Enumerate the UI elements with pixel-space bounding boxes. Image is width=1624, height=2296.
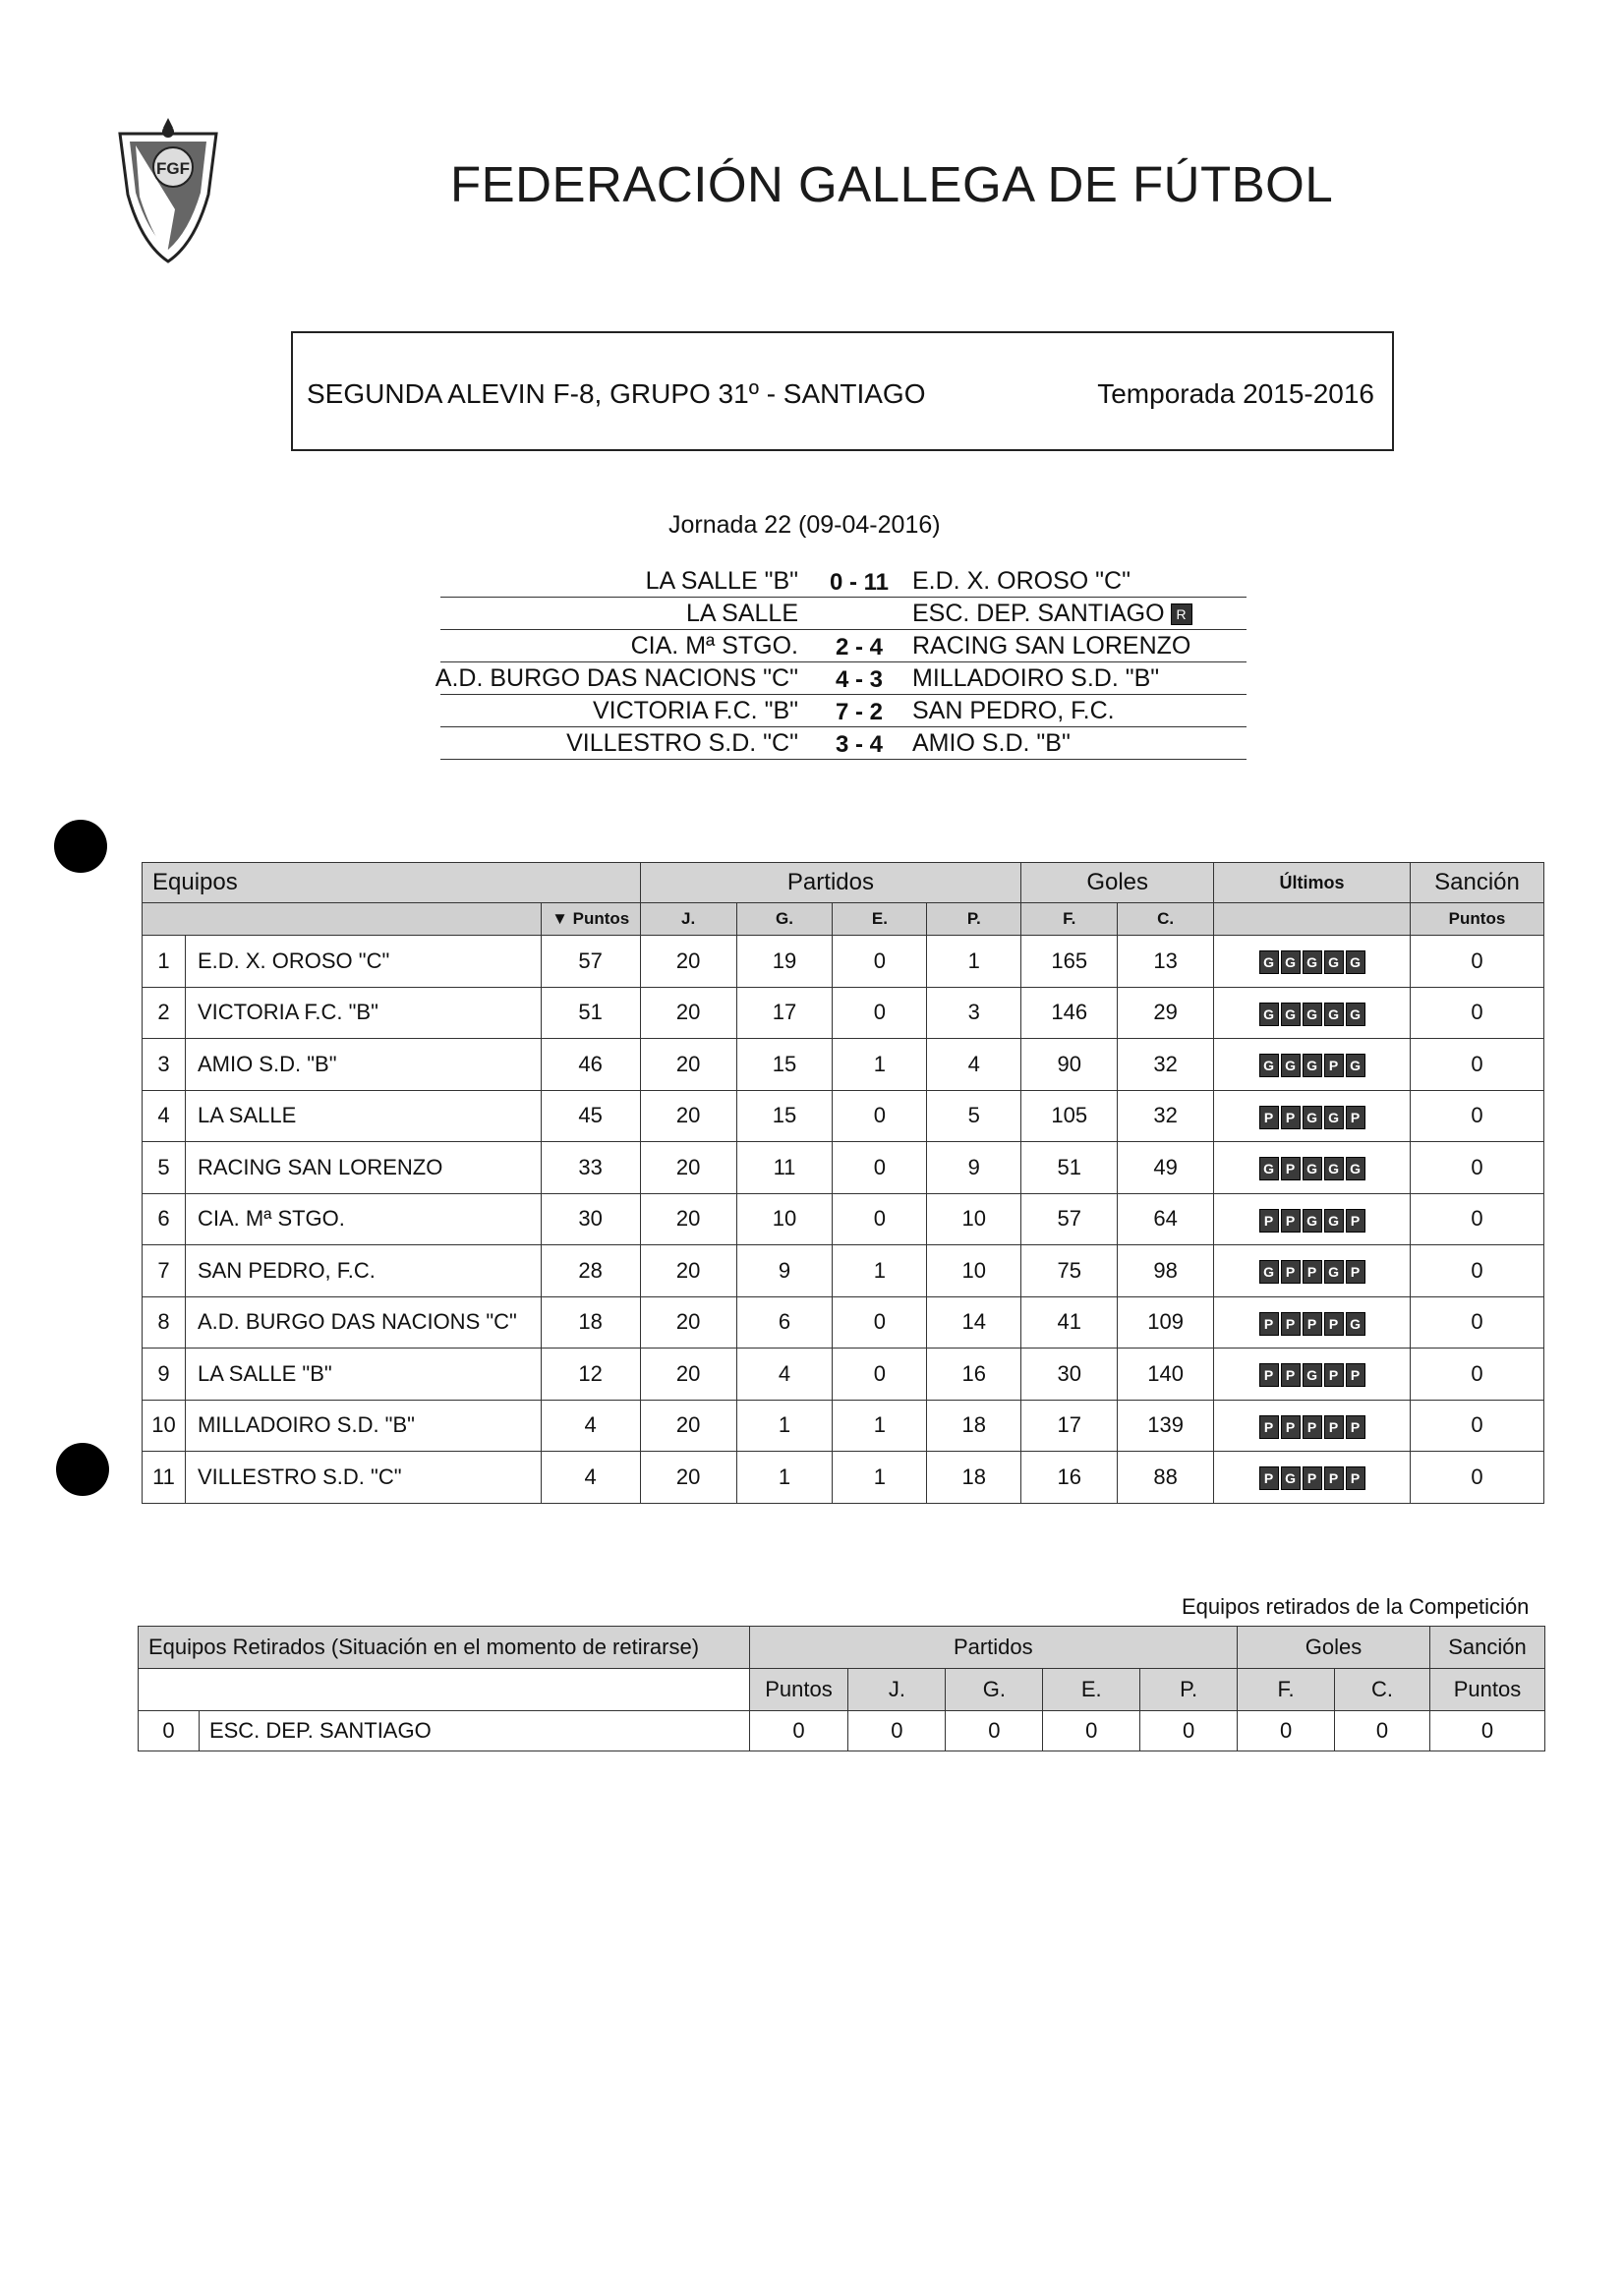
retired-header-f: F.	[1238, 1669, 1335, 1711]
standings-table	[142, 862, 1544, 1504]
header-g: G.	[736, 903, 833, 936]
result-badge-icon: P	[1324, 1312, 1344, 1336]
standing-drawn: 1	[833, 1039, 927, 1091]
standing-points: 45	[541, 1090, 640, 1142]
standing-sanction: 0	[1410, 1039, 1543, 1091]
jornada-label: Jornada 22 (09-04-2016)	[668, 511, 941, 539]
standing-points: 18	[541, 1296, 640, 1349]
standing-row	[143, 987, 1544, 1039]
standing-team: LA SALLE	[185, 1090, 541, 1142]
standing-goals-against: 32	[1118, 1090, 1214, 1142]
standing-sanction: 0	[1410, 1452, 1543, 1504]
standing-won: 6	[736, 1296, 833, 1349]
standing-team: VICTORIA F.C. "B"	[185, 987, 541, 1039]
competition-header	[291, 331, 1394, 451]
standing-last-results	[1214, 1400, 1411, 1452]
retired-pos: 0	[139, 1711, 200, 1751]
standing-won: 4	[736, 1349, 833, 1401]
standing-goals-for: 41	[1021, 1296, 1118, 1349]
result-badge-icon: G	[1281, 950, 1301, 974]
standing-won: 10	[736, 1193, 833, 1245]
standing-goals-against: 13	[1118, 936, 1214, 988]
standing-points: 51	[541, 987, 640, 1039]
header-puntos: Puntos	[572, 909, 630, 928]
fixture-row	[440, 598, 1247, 630]
standing-lost: 1	[927, 936, 1021, 988]
result-badge-icon: P	[1259, 1312, 1279, 1336]
season-label: Temporada 2015-2016	[1097, 378, 1374, 409]
fixture-home: VICTORIA F.C. "B"	[593, 697, 798, 724]
retired-g: 0	[946, 1711, 1043, 1751]
fixture-home: A.D. BURGO DAS NACIONS "C"	[435, 664, 798, 692]
header-f: F.	[1021, 903, 1118, 936]
retired-header-p: P.	[1140, 1669, 1238, 1711]
standing-lost: 3	[927, 987, 1021, 1039]
standing-last-results	[1214, 1090, 1411, 1142]
standing-team: MILLADOIRO S.D. "B"	[185, 1400, 541, 1452]
fixture-row	[435, 662, 1247, 695]
standing-team: A.D. BURGO DAS NACIONS "C"	[185, 1296, 541, 1349]
fixture-row	[440, 565, 1247, 598]
header-j: J.	[640, 903, 736, 936]
standing-pos: 5	[143, 1142, 186, 1194]
result-badge-icon: P	[1281, 1106, 1301, 1129]
header-c: C.	[1118, 903, 1214, 936]
fixtures-list	[435, 565, 1247, 760]
standing-goals-for: 51	[1021, 1142, 1118, 1194]
result-badge-icon: G	[1324, 1106, 1344, 1129]
result-badge-icon: G	[1303, 1157, 1322, 1180]
standing-goals-for: 17	[1021, 1400, 1118, 1452]
fixture-away: RACING SAN LORENZO	[912, 632, 1191, 660]
punch-hole	[54, 820, 107, 873]
header-sancion: Sanción	[1410, 863, 1543, 903]
standing-pos: 4	[143, 1090, 186, 1142]
header-ultimos: Últimos	[1214, 863, 1411, 903]
retired-subheader-row	[139, 1669, 1545, 1711]
standing-pos: 11	[143, 1452, 186, 1504]
result-badge-icon: P	[1303, 1312, 1322, 1336]
standing-goals-for: 105	[1021, 1090, 1118, 1142]
result-badge-icon: G	[1324, 1260, 1344, 1284]
standing-goals-for: 165	[1021, 936, 1118, 988]
fixture-row	[440, 727, 1247, 760]
standing-played: 20	[640, 1039, 736, 1091]
retired-c: 0	[1335, 1711, 1430, 1751]
standing-team: CIA. Mª STGO.	[185, 1193, 541, 1245]
result-badge-icon: P	[1259, 1415, 1279, 1439]
standing-won: 19	[736, 936, 833, 988]
retired-header-puntos: Puntos	[749, 1669, 848, 1711]
fixture-home: CIA. Mª STGO.	[630, 632, 798, 660]
standing-won: 1	[736, 1452, 833, 1504]
result-badge-icon: P	[1346, 1260, 1365, 1284]
header-sancion-puntos: Puntos	[1410, 903, 1543, 936]
standing-pos: 1	[143, 936, 186, 988]
standing-played: 20	[640, 987, 736, 1039]
fixture-home: LA SALLE	[686, 600, 798, 627]
standing-points: 30	[541, 1193, 640, 1245]
standing-last-results	[1214, 987, 1411, 1039]
retired-header-g: G.	[946, 1669, 1043, 1711]
standing-goals-against: 109	[1118, 1296, 1214, 1349]
result-badge-icon: P	[1259, 1466, 1279, 1490]
result-badge-icon: P	[1346, 1106, 1365, 1129]
standing-played: 20	[640, 1296, 736, 1349]
standing-goals-against: 29	[1118, 987, 1214, 1039]
result-badge-icon: G	[1259, 1003, 1279, 1026]
standing-team: VILLESTRO S.D. "C"	[185, 1452, 541, 1504]
standing-lost: 4	[927, 1039, 1021, 1091]
retired-e: 0	[1043, 1711, 1140, 1751]
standing-sanction: 0	[1410, 1090, 1543, 1142]
result-badge-icon: G	[1303, 1106, 1322, 1129]
header-partidos: Partidos	[640, 863, 1021, 903]
standing-played: 20	[640, 1142, 736, 1194]
result-badge-icon: G	[1346, 1157, 1365, 1180]
standings-header-row	[143, 863, 1544, 903]
standing-lost: 14	[927, 1296, 1021, 1349]
retired-header-row	[139, 1627, 1545, 1669]
standing-points: 4	[541, 1400, 640, 1452]
standing-sanction: 0	[1410, 936, 1543, 988]
standing-row	[143, 1400, 1544, 1452]
standing-drawn: 0	[833, 936, 927, 988]
result-badge-icon: P	[1324, 1363, 1344, 1387]
retired-header-title: Equipos Retirados (Situación en el momento de retirarse)	[139, 1627, 750, 1669]
standing-played: 20	[640, 936, 736, 988]
standing-drawn: 0	[833, 987, 927, 1039]
standing-row	[143, 936, 1544, 988]
result-badge-icon: P	[1281, 1157, 1301, 1180]
standing-pos: 6	[143, 1193, 186, 1245]
standing-goals-for: 57	[1021, 1193, 1118, 1245]
header-e: E.	[833, 903, 927, 936]
standing-sanction: 0	[1410, 1400, 1543, 1452]
standing-lost: 16	[927, 1349, 1021, 1401]
result-badge-icon: G	[1259, 1157, 1279, 1180]
standing-points: 12	[541, 1349, 640, 1401]
federation-logo	[116, 116, 220, 263]
fixture-score: 2 - 4	[835, 634, 884, 660]
standing-goals-against: 98	[1118, 1245, 1214, 1297]
standing-lost: 10	[927, 1245, 1021, 1297]
result-badge-icon: P	[1281, 1260, 1301, 1284]
standing-team: E.D. X. OROSO "C"	[185, 936, 541, 988]
punch-hole	[56, 1443, 109, 1496]
result-badge-icon: G	[1324, 1209, 1344, 1233]
standing-team: SAN PEDRO, F.C.	[185, 1245, 541, 1297]
fixture-away: MILLADOIRO S.D. "B"	[912, 664, 1160, 692]
result-badge-icon: P	[1346, 1209, 1365, 1233]
standing-team: AMIO S.D. "B"	[185, 1039, 541, 1091]
standing-points: 33	[541, 1142, 640, 1194]
result-badge-icon: G	[1303, 1363, 1322, 1387]
result-badge-icon: P	[1259, 1363, 1279, 1387]
result-badge-icon: P	[1281, 1312, 1301, 1336]
result-badge-icon: G	[1281, 1054, 1301, 1077]
retired-header-partidos: Partidos	[749, 1627, 1238, 1669]
fixture-score: 7 - 2	[835, 699, 884, 725]
standing-last-results	[1214, 1296, 1411, 1349]
standing-played: 20	[640, 1349, 736, 1401]
standing-row	[143, 1090, 1544, 1142]
header-goles: Goles	[1021, 863, 1214, 903]
result-badge-icon: G	[1259, 1260, 1279, 1284]
result-badge-icon: G	[1303, 1054, 1322, 1077]
result-badge-icon: P	[1346, 1415, 1365, 1439]
result-badge-icon: G	[1303, 950, 1322, 974]
retired-p: 0	[1140, 1711, 1238, 1751]
standing-won: 9	[736, 1245, 833, 1297]
retired-header-goles: Goles	[1238, 1627, 1430, 1669]
header-p: P.	[927, 903, 1021, 936]
standing-pos: 7	[143, 1245, 186, 1297]
fixture-row	[440, 695, 1247, 727]
standing-sanction: 0	[1410, 1142, 1543, 1194]
standing-lost: 18	[927, 1400, 1021, 1452]
standing-goals-against: 88	[1118, 1452, 1214, 1504]
retired-team: ESC. DEP. SANTIAGO	[199, 1711, 749, 1751]
standing-row	[143, 1296, 1544, 1349]
header-puntos-sort[interactable]	[541, 903, 640, 936]
standing-goals-for: 75	[1021, 1245, 1118, 1297]
result-badge-icon: G	[1281, 1003, 1301, 1026]
result-badge-icon: G	[1324, 1003, 1344, 1026]
standing-row	[143, 1349, 1544, 1401]
fixture-away	[912, 600, 1192, 628]
retired-header-e: E.	[1043, 1669, 1140, 1711]
retired-pts: 0	[749, 1711, 848, 1751]
fixture-home: VILLESTRO S.D. "C"	[566, 729, 798, 757]
standing-drawn: 0	[833, 1142, 927, 1194]
result-badge-icon: P	[1324, 1415, 1344, 1439]
rest-badge-icon: R	[1171, 603, 1192, 625]
standing-last-results	[1214, 1245, 1411, 1297]
standing-last-results	[1214, 1142, 1411, 1194]
result-badge-icon: P	[1324, 1466, 1344, 1490]
standing-drawn: 0	[833, 1296, 927, 1349]
result-badge-icon: P	[1346, 1466, 1365, 1490]
standing-pos: 8	[143, 1296, 186, 1349]
standing-won: 15	[736, 1039, 833, 1091]
standing-drawn: 1	[833, 1452, 927, 1504]
standings-subheader-row	[143, 903, 1544, 936]
standing-won: 1	[736, 1400, 833, 1452]
sort-desc-icon: ▼	[551, 909, 568, 928]
standing-points: 46	[541, 1039, 640, 1091]
result-badge-icon: P	[1281, 1363, 1301, 1387]
retired-j: 0	[848, 1711, 946, 1751]
result-badge-icon: G	[1324, 950, 1344, 974]
result-badge-icon: G	[1303, 1003, 1322, 1026]
result-badge-icon: P	[1324, 1054, 1344, 1077]
retired-header-c: C.	[1335, 1669, 1430, 1711]
fixture-row	[440, 630, 1247, 662]
standing-points: 57	[541, 936, 640, 988]
fixture-away: E.D. X. OROSO "C"	[912, 567, 1131, 595]
standing-sanction: 0	[1410, 1193, 1543, 1245]
fixture-home: LA SALLE "B"	[645, 567, 798, 595]
result-badge-icon: G	[1324, 1157, 1344, 1180]
standing-pos: 9	[143, 1349, 186, 1401]
result-badge-icon: G	[1346, 1003, 1365, 1026]
competition-name: SEGUNDA ALEVIN F-8, GRUPO 31º - SANTIAGO	[307, 378, 926, 409]
standing-drawn: 1	[833, 1400, 927, 1452]
standing-lost: 9	[927, 1142, 1021, 1194]
result-badge-icon: P	[1259, 1209, 1279, 1233]
standing-won: 11	[736, 1142, 833, 1194]
standing-goals-for: 16	[1021, 1452, 1118, 1504]
standing-row	[143, 1193, 1544, 1245]
standing-played: 20	[640, 1400, 736, 1452]
standing-sanction: 0	[1410, 1349, 1543, 1401]
standing-drawn: 0	[833, 1090, 927, 1142]
standing-row	[143, 1142, 1544, 1194]
header-equipos: Equipos	[143, 863, 641, 903]
standing-pos: 3	[143, 1039, 186, 1091]
result-badge-icon: G	[1303, 1209, 1322, 1233]
standing-goals-for: 30	[1021, 1349, 1118, 1401]
standing-row	[143, 1039, 1544, 1091]
standing-drawn: 0	[833, 1193, 927, 1245]
standing-last-results	[1214, 1193, 1411, 1245]
fixture-score: 4 - 3	[835, 666, 884, 693]
fixture-score: 3 - 4	[835, 731, 884, 758]
result-badge-icon: G	[1281, 1466, 1301, 1490]
standing-sanction: 0	[1410, 1296, 1543, 1349]
standing-lost: 5	[927, 1090, 1021, 1142]
fixture-away-name: ESC. DEP. SANTIAGO	[912, 600, 1165, 627]
retired-f: 0	[1238, 1711, 1335, 1751]
standing-goals-against: 64	[1118, 1193, 1214, 1245]
result-badge-icon: G	[1259, 1054, 1279, 1077]
standing-last-results	[1214, 1452, 1411, 1504]
result-badge-icon: P	[1259, 1106, 1279, 1129]
retired-caption: Equipos retirados de la Competición	[1182, 1594, 1530, 1619]
result-badge-icon: P	[1303, 1415, 1322, 1439]
standing-goals-against: 139	[1118, 1400, 1214, 1452]
result-badge-icon: G	[1346, 1054, 1365, 1077]
result-badge-icon: P	[1281, 1415, 1301, 1439]
fixture-away: SAN PEDRO, F.C.	[912, 697, 1115, 724]
retired-sancion: 0	[1429, 1711, 1544, 1751]
standing-played: 20	[640, 1193, 736, 1245]
standing-last-results	[1214, 1349, 1411, 1401]
result-badge-icon: G	[1346, 1312, 1365, 1336]
standing-lost: 18	[927, 1452, 1021, 1504]
federation-title: FEDERACIÓN GALLEGA DE FÚTBOL	[450, 156, 1334, 212]
result-badge-icon: P	[1346, 1363, 1365, 1387]
standing-drawn: 0	[833, 1349, 927, 1401]
standing-row	[143, 1245, 1544, 1297]
standing-goals-against: 140	[1118, 1349, 1214, 1401]
standing-won: 15	[736, 1090, 833, 1142]
retired-table	[138, 1626, 1545, 1751]
result-badge-icon: G	[1346, 950, 1365, 974]
retired-header-j: J.	[848, 1669, 946, 1711]
standing-goals-against: 32	[1118, 1039, 1214, 1091]
result-badge-icon: P	[1281, 1209, 1301, 1233]
standing-won: 17	[736, 987, 833, 1039]
retired-header-sancion: Sanción	[1429, 1627, 1544, 1669]
standing-pos: 2	[143, 987, 186, 1039]
standing-sanction: 0	[1410, 1245, 1543, 1297]
standing-last-results	[1214, 1039, 1411, 1091]
result-badge-icon: P	[1303, 1466, 1322, 1490]
result-badge-icon: G	[1259, 950, 1279, 974]
retired-row	[139, 1711, 1545, 1751]
standing-played: 20	[640, 1452, 736, 1504]
standing-team: LA SALLE "B"	[185, 1349, 541, 1401]
standing-last-results	[1214, 936, 1411, 988]
fixture-away: AMIO S.D. "B"	[912, 729, 1071, 757]
retired-header-sancion-puntos: Puntos	[1429, 1669, 1544, 1711]
standing-points: 4	[541, 1452, 640, 1504]
standing-points: 28	[541, 1245, 640, 1297]
standing-team: RACING SAN LORENZO	[185, 1142, 541, 1194]
standing-goals-for: 90	[1021, 1039, 1118, 1091]
standing-goals-against: 49	[1118, 1142, 1214, 1194]
standing-drawn: 1	[833, 1245, 927, 1297]
standing-pos: 10	[143, 1400, 186, 1452]
standing-lost: 10	[927, 1193, 1021, 1245]
standing-played: 20	[640, 1245, 736, 1297]
standing-row	[143, 1452, 1544, 1504]
fixture-score: 0 - 11	[829, 569, 890, 596]
standing-goals-for: 146	[1021, 987, 1118, 1039]
standings-body	[143, 936, 1544, 1504]
result-badge-icon: P	[1303, 1260, 1322, 1284]
standing-sanction: 0	[1410, 987, 1543, 1039]
standing-played: 20	[640, 1090, 736, 1142]
logo-text: FGF	[156, 159, 190, 178]
